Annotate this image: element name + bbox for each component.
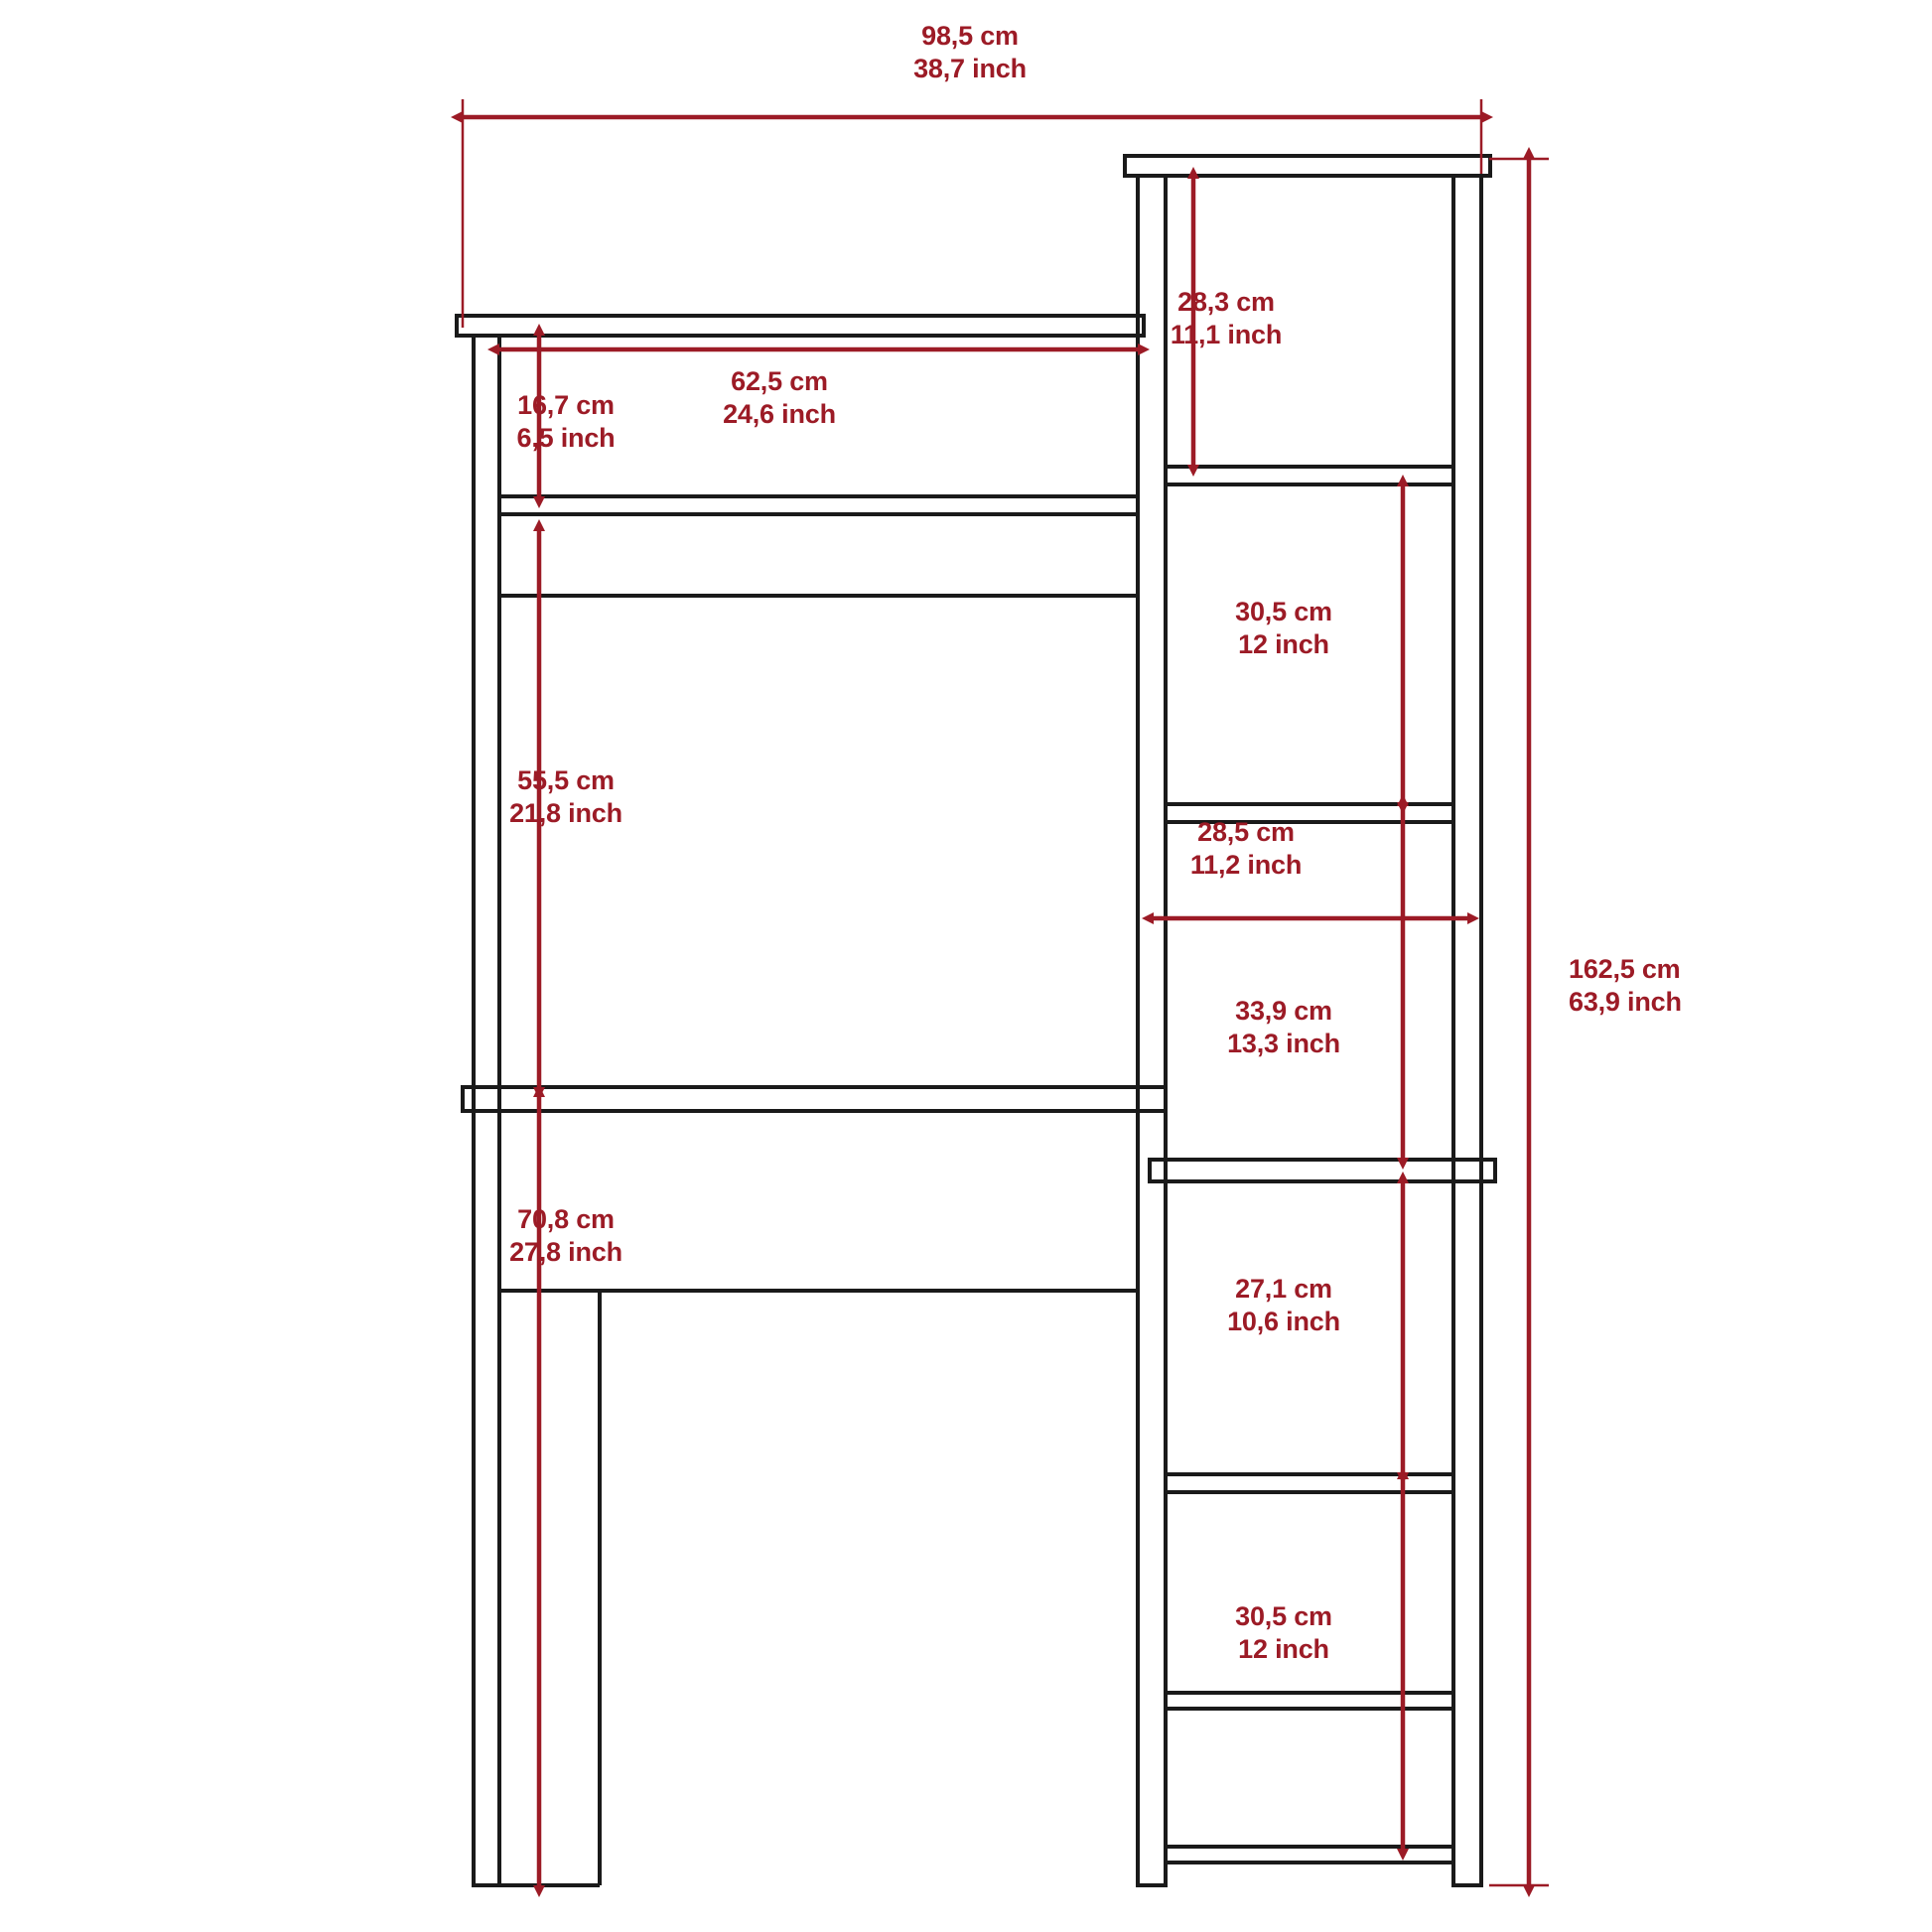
dimension-label-overall-width: 98,5 cm 38,7 inch (913, 21, 1027, 83)
dimension-label-tower-second-compartment: 30,5 cm 12 inch (1235, 597, 1332, 659)
dimension-label-tower-third-compartment: 33,9 cm 13,3 inch (1227, 996, 1340, 1058)
dimension-label-tower-width: 28,5 cm 11,2 inch (1189, 817, 1303, 880)
dimension-label-desk-hutch-width: 62,5 cm 24,6 inch (723, 366, 836, 429)
dimension-label-tower-fourth-compartment: 27,1 cm 10,6 inch (1227, 1274, 1340, 1336)
dimension-label-desk-height: 70,8 cm 27,8 inch (509, 1204, 622, 1267)
dimension-label-overall-height: 162,5 cm 63,9 inch (1569, 954, 1682, 1017)
dimension-label-hutch-upper-shelf-height: 16,7 cm 6,5 inch (516, 390, 616, 453)
dimension-label-hutch-opening-height: 55,5 cm 21,8 inch (509, 765, 622, 828)
dimension-label-tower-bottom-compartment: 30,5 cm 12 inch (1235, 1601, 1332, 1664)
dimension-label-hutch-top-shelf-height: 28,3 cm 11,1 inch (1170, 287, 1283, 349)
